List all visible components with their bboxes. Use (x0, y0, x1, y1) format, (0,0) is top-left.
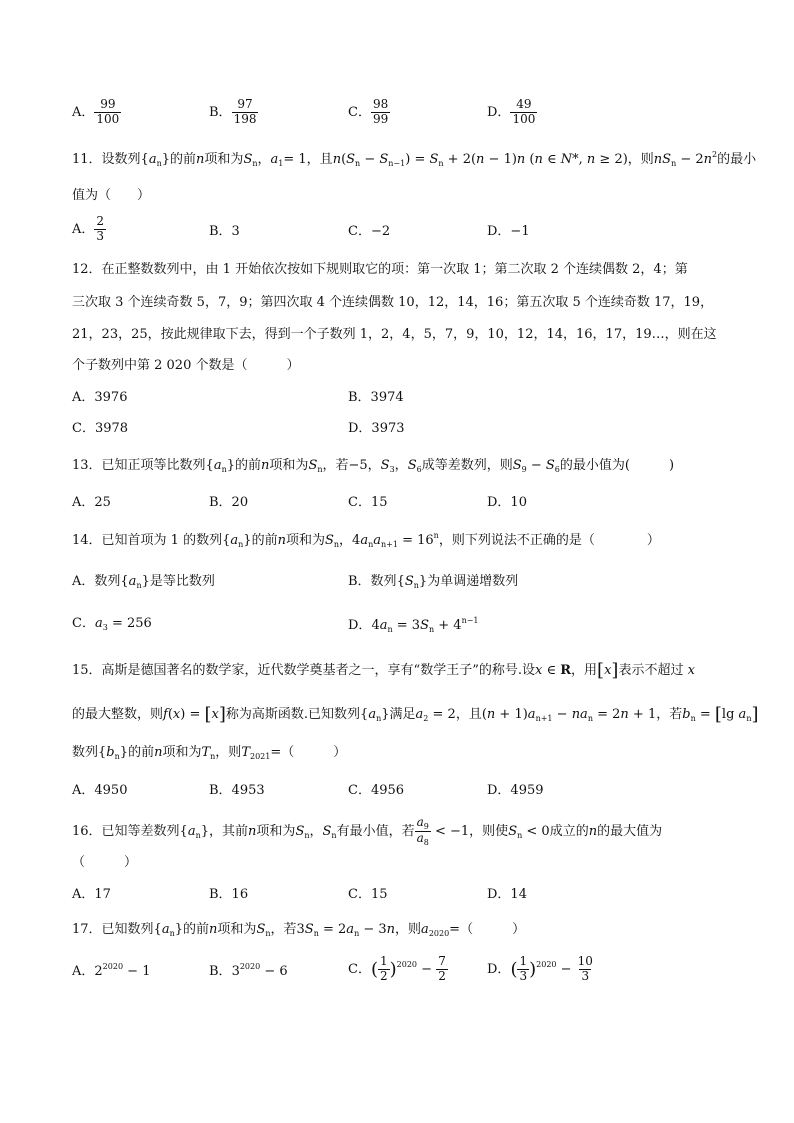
q15-option-d: D．4959 (487, 783, 544, 798)
q13-stem: 13．已知正项等比数列$\{a_n\}$的前n项和为$S_n$，若−5，$S_3$，$S_6$成等差数列，则$S_9 - S_6$的最小值为( ) (72, 458, 675, 474)
q15-stem-line3: 数列$\{b_n\}$的前n项和为$T_n$，则$T_{2021}=$（ ） (72, 745, 347, 761)
q15-option-a: A．4950 (72, 783, 128, 798)
q12-line-2: 三次取 3 个连续奇数 5，7，9；第四次取 4 个连续偶数 10，12，14，16；第五次取 5 个连续奇数 17，19， (72, 295, 714, 310)
q15-stem-line1: 15．高斯是德国著名的数学家，近代数学奠基者之一，享有“数学王子”的称号.设x ∈ R，用[x]表示不超过 x (72, 660, 695, 681)
q12-line-3: 21，23，25，按此规律取下去，得到一个子数列 1，2，4，5，7，9，10，12，14，16，17，19…，则在这 (72, 327, 717, 342)
q12-option-d: D．3973 (348, 421, 405, 436)
q17-option-b: B．$3^{2020} - 6$ (209, 962, 288, 979)
q14-option-a: A．数列$\{a_n\}$是等比数列 (72, 574, 215, 590)
q16-option-d: D．14 (487, 887, 527, 902)
q16-option-c: C．15 (348, 887, 388, 902)
q13-option-d: D．10 (487, 495, 527, 510)
q12-option-b: B．3974 (348, 390, 404, 405)
q10-option-d: D． $\frac{49}{100}$ (487, 97, 536, 126)
q12-option-a: A．3976 (72, 390, 128, 405)
q10-option-c: C． $\frac{98}{99}$ (348, 97, 389, 126)
q11-stem: 11．设数列$\{a_n\}$的前n项和为$S_n$，$a_1= 1$，且$n(S_n - S_{n-1}) = S_n + 2(n - 1)n$ (n ∈ N*, n ≥ 2)，则$nS_n - 2n^2$的最小 (72, 150, 757, 168)
q12-line-1: 12．在正整数数列中，由 1 开始依次按如下规则取它的项：第一次取 1；第二次取 2 个连续偶数 2，4；第 (72, 262, 688, 277)
q11-option-c: C．−2 (348, 224, 391, 239)
q15-stem-line2: 的最大整数，则f(x) = [x]称为高斯函数.已知数列$\{a_n\}$满足$a_2 = 2$，且$(n + 1)a_{n+1} - na_n = 2n + 1$，若$b_n = [\lg$ $a_n$] (72, 704, 759, 725)
q17-option-d: D．( $\frac{1}{3}$ )$^{2020}$ − $\frac{10}{3}$ (487, 954, 593, 983)
q10-option-a: A． $\frac{99}{100}$ (72, 97, 120, 126)
q11-stem-line2: 值为（ ） (72, 188, 151, 203)
q17-option-a: A．$2^{2020} - 1$ (72, 962, 151, 979)
q15-option-b: B．4953 (209, 783, 265, 798)
q16-option-a: A．17 (72, 887, 111, 902)
q12-line-4: 个子数列中第 2 020 个数是（ ） (72, 358, 300, 373)
q14-option-b: B．数列$\{S_n\}$为单调递增数列 (348, 574, 519, 590)
q13-option-a: A．25 (72, 495, 111, 510)
q10-option-b: B． $\frac{97}{198}$ (209, 97, 257, 126)
q16-stem: 16．已知等差数列$\{a_n\}$，其前n项和为$S_n$，$S_n$有最小值，若 $\frac{a_9}{a_8}$ < −1，则使$S_n < 0$成立的n的最大值为 (72, 815, 663, 848)
q11-option-b: B．3 (209, 224, 240, 239)
q12-option-c: C．3978 (72, 421, 129, 436)
q14-option-c: C．$a_3 = 256$ (72, 616, 152, 632)
q13-option-b: B．20 (209, 495, 249, 510)
q15-option-c: C．4956 (348, 783, 405, 798)
q17-option-c: C．( $\frac{1}{2}$ )$^{2020}$ − $\frac{7}{2}$ (348, 954, 446, 983)
q11-option-a: A． $\frac{2}{3}$ (72, 214, 105, 243)
q14-stem: 14．已知首项为 1 的数列$\{a_n\}$的前n项和为$S_n$，$4a_na_{n+1} = 16^n$，则下列说法不正确的是（ ） (72, 531, 660, 549)
q16-stem-line2: （ ） (72, 855, 138, 870)
q13-option-c: C．15 (348, 495, 388, 510)
q14-option-d: D．$4a_n = 3S_n + 4^{n-1}$ (348, 616, 479, 634)
q16-option-b: B．16 (209, 887, 249, 902)
q17-stem: 17．已知数列$\{a_n\}$的前n项和为$S_n$，若$3S_n = 2a_n - 3n$，则$a_{2020}=$（ ） (72, 922, 526, 938)
q11-option-d: D．−1 (487, 224, 530, 239)
